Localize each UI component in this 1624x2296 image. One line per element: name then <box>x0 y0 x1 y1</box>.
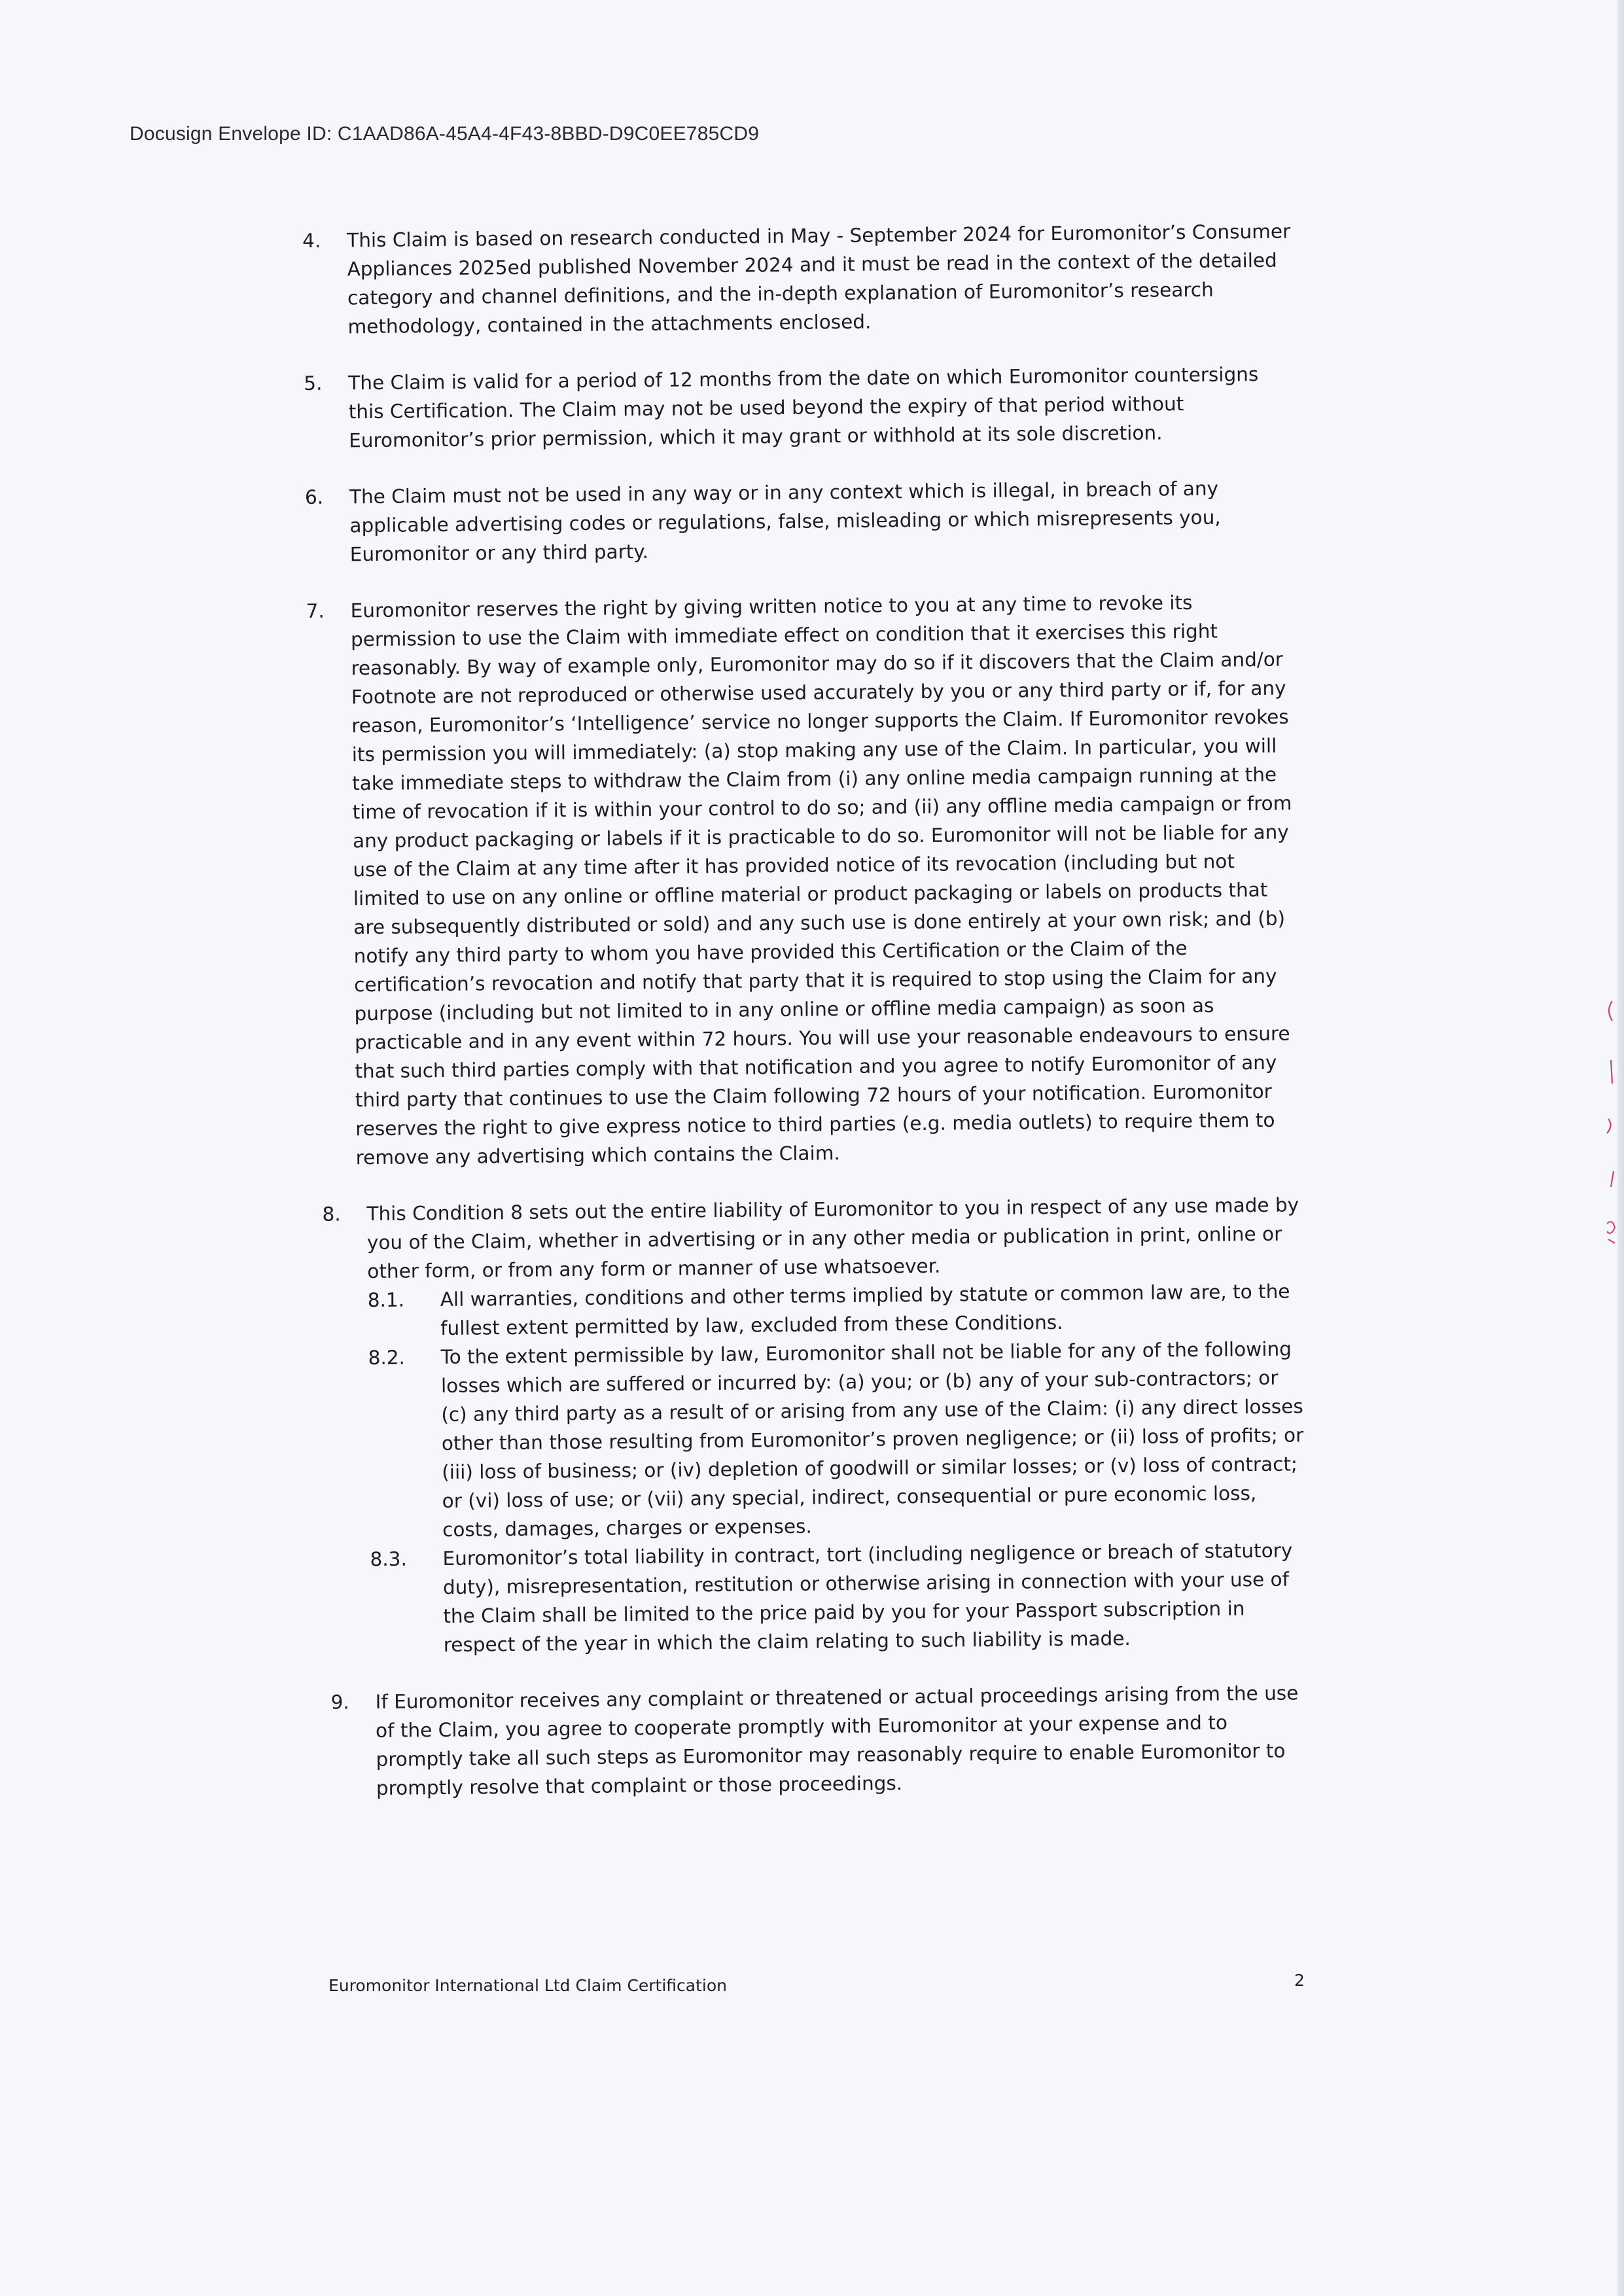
clause-8 <box>322 1190 1311 1660</box>
subclause-8-3 <box>370 1536 1311 1660</box>
margin-mark <box>1609 1001 1612 1021</box>
subclause-8-2 <box>368 1334 1309 1545</box>
clause-number: 7. <box>306 599 325 622</box>
clause-number: 4. <box>302 229 321 252</box>
subclause-number: 8.1. <box>367 1288 405 1312</box>
margin-mark <box>1607 1222 1615 1243</box>
margin-mark <box>1611 1171 1614 1187</box>
margin-mark <box>1607 1119 1611 1133</box>
clause-number: 9. <box>330 1691 349 1714</box>
subclause-number: 8.2. <box>368 1346 406 1369</box>
subclause-8-1 <box>368 1277 1308 1343</box>
clause-text: This Claim is based on research conducted in May - September 2024 for Euromonitor’s Consumer Appliances 2025ed published November 2024 and it must be read in the context of the detailed category and channel definitions, and the in-depth explanation of Euromonitor’s research methodology, contained in the attachments enclosed. <box>347 220 1291 338</box>
subclause-number: 8.3. <box>370 1547 408 1571</box>
page-number: 2 <box>1294 1971 1305 1990</box>
clause-5 <box>304 359 1299 455</box>
subclause-text: Euromonitor’s total liability in contract, tort (including negligence or breach of statutory duty), misrepresentation, restitution or otherwise arising in connection with your use of the Claim shall be limited to the price paid by you for your Passport subscription in respect of the year in which the claim relating to such liability is made. <box>442 1539 1293 1657</box>
clause-6 <box>305 473 1300 569</box>
clauses-list <box>302 217 1312 1830</box>
clause-9 <box>330 1678 1312 1803</box>
clause-text: The Claim is valid for a period of 12 months from the date on which Euromonitor countersigns this Certification. The Claim may not be used beyond the expiry of that period without Euromonitor’s prior permission, which it may grant or withhold at its sole discretion. <box>348 362 1259 452</box>
clause-number: 6. <box>304 486 324 508</box>
docusign-envelope-id: Docusign Envelope ID: C1AAD86A-45A4-4F43-8BBD-D9C0EE785CD9 <box>130 123 760 145</box>
subclause-text: To the extent permissible by law, Euromonitor shall not be liable for any of the following losses which are suffered or incurred by: (a) you; or (b) any of your sub-contractors; or (c) any third party as a result of or arising from any use of the Claim: (i) any direct losses other than those resulting from Euromonitor’s proven negligence; or (ii) loss of profits; or (iii) loss of business; or (iv) depletion of goodwill or similar losses; or (v) loss of contract; or (vi) loss of use; or (vii) any special, indirect, consequential or pure economic loss, costs, damages, charges or expenses. <box>440 1337 1304 1542</box>
clause-number: 8. <box>322 1203 341 1226</box>
subclause-text: All warranties, conditions and other terms implied by statute or common law are, to the fullest extent permitted by law, excluded from these Conditions. <box>440 1280 1290 1340</box>
clause-text: The Claim must not be used in any way or in any context which is illegal, in breach of any applicable advertising codes or regulations, false, misleading or which misrepresents you, Euromonitor or any third party. <box>349 477 1221 566</box>
margin-mark <box>1611 1060 1612 1084</box>
clause-7 <box>306 587 1305 1173</box>
footer-title: Euromonitor International Ltd Claim Certification <box>328 1976 728 1995</box>
clause-text: If Euromonitor receives any complaint or threatened or actual proceedings arising from the use of the Claim, you agree to cooperate promptly with Euromonitor at your expense and to promptly take all such steps as Euromonitor may reasonably require to enable Euromonitor to promptly resolve that complaint or those proceedings. <box>375 1682 1299 1800</box>
margin-stamp-marks <box>1597 975 1623 1289</box>
clause-text: Euromonitor reserves the right by giving written notice to you at any time to revoke its permission to use the Claim with immediate effect on condition that it exercises this right reasonably. By way of example only, Euromonitor may do so if it discovers that the Claim and/or Footnote are not reproduced or otherwise used accurately by you or any third party or if, for any reason, Euromonitor’s ‘Intelligence’ service no longer supports the Claim. If Euromonitor revokes its permission you will immediately: (a) stop making any use of the Claim. In particular, you will take immediate steps to withdraw the Claim from (i) any online media campaign running at the time of revocation if it is within your control to do so; and (ii) any offline media campaign or from any product packaging or labels if it is practicable to do so. Euromonitor will not be liable for any use of the Claim at any time after it has provided notice of its revocation (including but not limited to use on any online or offline material or product packaging or labels on products that are subsequently distributed or sold) and any such use is done entirely at your own risk; and (b) notify any third party to whom you have provided this Certification or the Claim of the certification’s revocation and notify that party that it is required to stop using the Claim for any purpose (including but not limited to in any online or offline media campaign) as soon as practicable and in any event within 72 hours. You will use your reasonable endeavours to ensure that such third parties comply with that notification and you agree to notify Euromonitor of any third party that continues to use the Claim following 72 hours of your notification. Euromonitor reserves the right to give express notice to third parties (e.g. media outlets) to require them to remove any advertising which contains the Claim. <box>350 591 1292 1169</box>
clause-number: 5. <box>304 372 323 395</box>
clause-text: This Condition 8 sets out the entire liability of Euromonitor to you in respect of any use made by you of the Claim, whether in advertising or in any other media or publication in print, online or other form, or from any form or manner of use whatsoever. <box>366 1193 1299 1283</box>
clause-4 <box>302 217 1298 342</box>
